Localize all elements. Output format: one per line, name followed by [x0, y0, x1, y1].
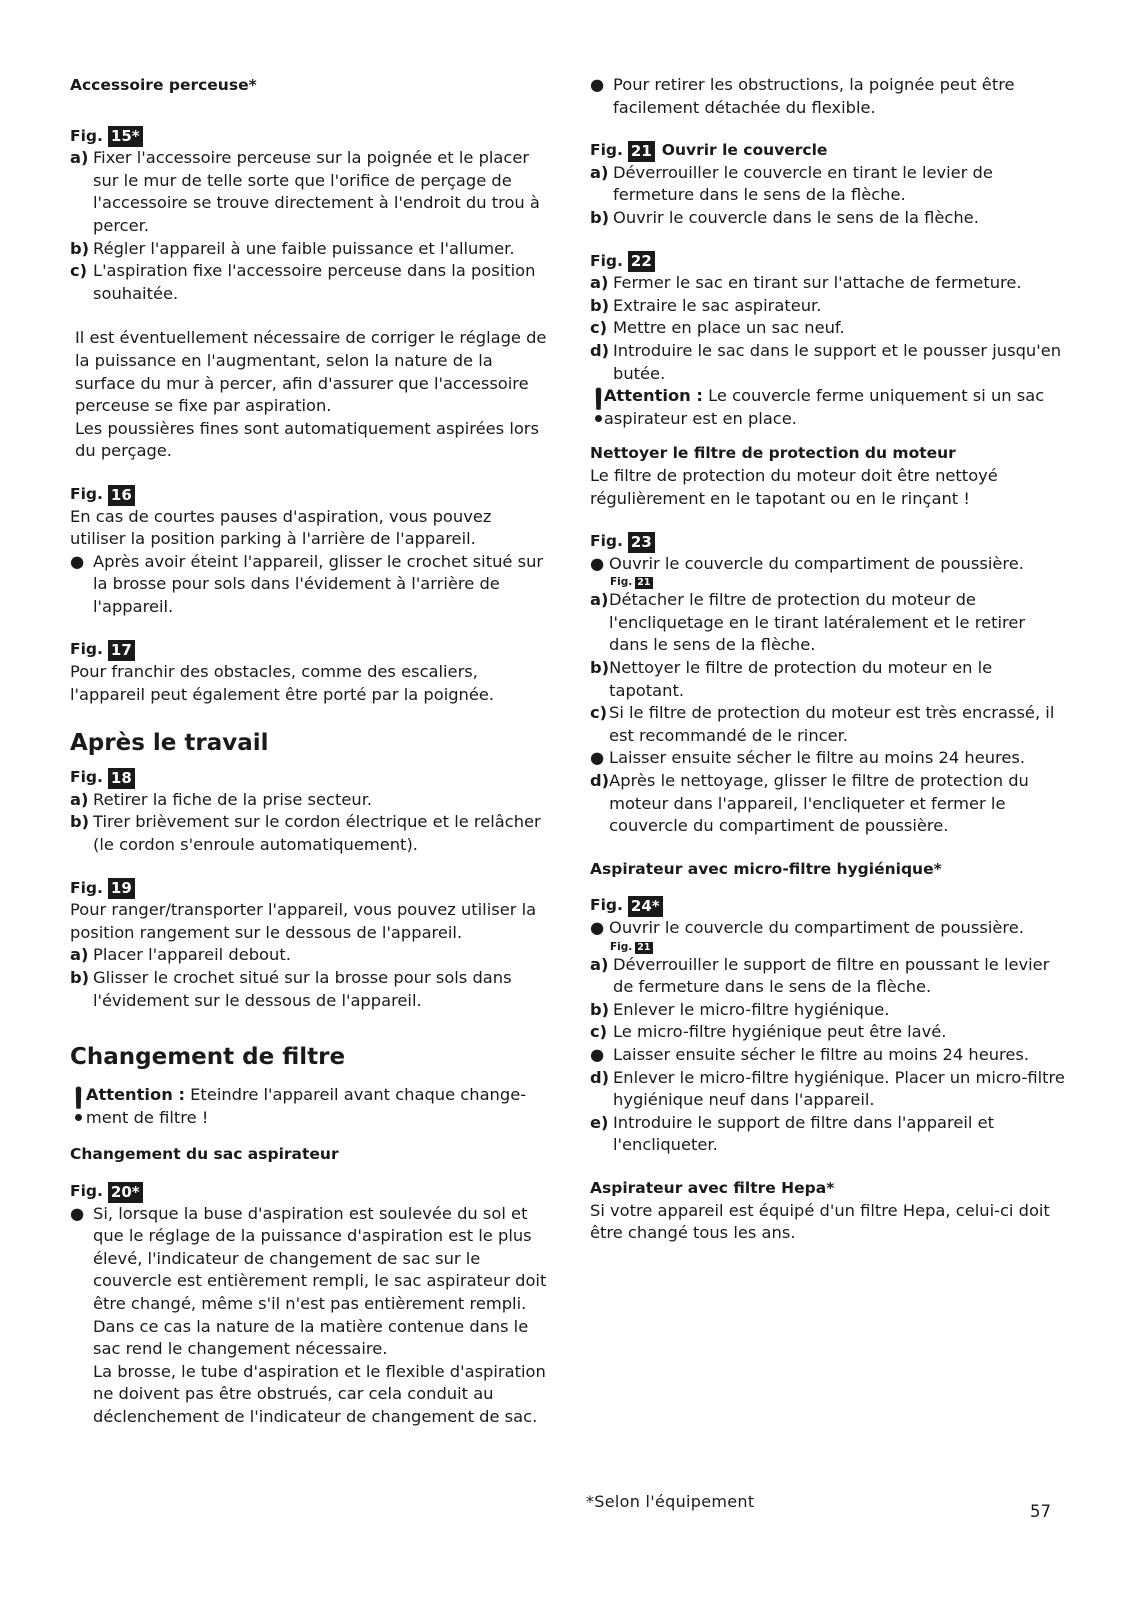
- step-text: Régler l'appareil à une faible puissance et l'allumer.: [93, 238, 515, 258]
- step-text: L'aspiration fixe l'accessoire perceuse dans la position souhaitée.: [93, 261, 536, 303]
- fig-text: Fig.: [70, 640, 103, 659]
- fig-19-label: [70, 877, 550, 900]
- fig-15-steps: [70, 147, 550, 305]
- step-text: Introduire le support de filtre dans l'appareil et l'encliqueter.: [613, 1112, 995, 1155]
- list-item: [70, 967, 550, 1012]
- bullet-icon: ●: [590, 75, 605, 94]
- list-item: [70, 944, 550, 967]
- fig-text: Fig.: [610, 576, 633, 589]
- attention-label: Attention :: [603, 386, 703, 406]
- fig-19-number: 19: [108, 878, 135, 899]
- bullet-text: Laisser ensuite sécher le filtre au moins 24 heures.: [609, 748, 1026, 768]
- fig-15-number: 15*: [108, 126, 143, 147]
- step-label: d): [590, 340, 610, 360]
- perceuse-heading: Accessoire perceuse*: [70, 76, 257, 94]
- step-label: c): [70, 261, 88, 281]
- list-item: [590, 1067, 1068, 1112]
- list-item: [70, 238, 550, 261]
- bullet-text: Pour retirer les obstructions, la poignée peut être facilement détachée du flexible.: [613, 75, 1015, 117]
- fig-text: Fig.: [70, 126, 103, 145]
- step-label: b): [70, 238, 90, 258]
- step-text: Fixer l'accessoire perceuse sur la poignée et le placer sur le mur de telle sorte que l'orifice de perçage de l'accessoire se trouve directement à l'endroit du trou à percer.: [93, 148, 540, 235]
- fig-17-label: [70, 638, 550, 661]
- bullet-icon: ●: [70, 1203, 85, 1223]
- list-item: [590, 999, 1068, 1022]
- list-item: [590, 702, 1068, 747]
- bullet-text-cont: La brosse, le tube d'aspiration et le flexible d'aspiration ne doivent pas être obstrués, car cela conduit au déclenchement de l'indicateur de changement de sac.: [93, 1361, 546, 1426]
- list-item: [590, 770, 1068, 838]
- apres-heading: Après le travail: [70, 730, 269, 757]
- changement-heading: Changement de filtre: [70, 1044, 346, 1071]
- moteur-text: Le filtre de protection du moteur doit être nettoyé régulièrement en le tapotant ou en le rinçant !: [590, 465, 998, 508]
- step-text: Tirer brièvement sur le cordon électrique et le relâcher (le cordon s'enroule automatiquement).: [93, 812, 541, 855]
- fig-17-number: 17: [108, 640, 135, 661]
- step-text: Déverrouiller le couvercle en tirant le levier de fermeture dans le sens de la flèche.: [613, 162, 993, 205]
- sac-heading: Changement du sac aspirateur: [70, 1145, 339, 1164]
- fig-text: Fig.: [590, 532, 623, 551]
- step-label: a): [70, 789, 89, 809]
- fig-18-label: [70, 766, 550, 789]
- list-item: [590, 207, 1068, 230]
- fig-15-label: [70, 125, 550, 148]
- step-label: b): [590, 999, 610, 1019]
- attention-body: Le couvercle ferme uniquement si un sac aspirateur est en place.: [603, 386, 1045, 428]
- attention-body: Eteindre l'appareil avant chaque changement de filtre !: [85, 1085, 527, 1127]
- list-item: [590, 589, 1068, 657]
- step-label: c): [590, 318, 608, 338]
- list-item: [590, 917, 1068, 940]
- list-item: [590, 272, 1068, 295]
- warning-icon: [70, 1084, 86, 1128]
- bullet-icon: ●: [590, 918, 605, 937]
- list-item: [590, 295, 1068, 318]
- fig-16-text: En cas de courtes pauses d'aspiration, vous pouvez utiliser la position parking à l'arrière de l'appareil.: [70, 506, 492, 549]
- step-text: Extraire le sac aspirateur.: [613, 295, 822, 315]
- step-text: Fermer le sac en tirant sur l'attache de fermeture.: [613, 273, 1022, 293]
- step-text: Retirer la fiche de la prise secteur.: [93, 789, 373, 809]
- fig-22-number: 22: [628, 251, 655, 272]
- bullet-icon: ●: [590, 1044, 605, 1064]
- fig-18-number: 18: [108, 768, 135, 789]
- step-label: b): [590, 207, 610, 227]
- list-item: [590, 747, 1068, 770]
- list-item: [590, 1112, 1068, 1157]
- list-item: [590, 317, 1068, 340]
- list-item: [70, 1203, 550, 1429]
- hepa-text: Si votre appareil est équipé d'un filtre Hepa, celui-ci doit être changé tous les ans.: [590, 1200, 1050, 1243]
- fig-text: Fig.: [590, 896, 623, 915]
- bullet-text-main: Si, lorsque la buse d'aspiration est soulevée du sol et que le réglage de la puissance d'aspiration est le plus élevé, l'indicateur de changement de sac sur le couvercle est entièrement rempli, le sac aspirateur doit être changé, même s'il n'est pas entièrement rempli. Dans ce cas la nature de la matière contenue dans le sac rend le changement nécessaire.: [93, 1203, 547, 1359]
- list-item: [590, 340, 1068, 385]
- step-text: Ouvrir le couvercle dans le sens de la flèche.: [613, 207, 979, 227]
- fig-21-label: [590, 139, 1068, 162]
- fig-17-text: Pour franchir des obstacles, comme des escaliers, l'appareil peut également être porté par la poignée.: [70, 662, 495, 704]
- step-label: b): [590, 295, 610, 315]
- step-text: Enlever le micro-filtre hygiénique. Placer un micro-filtre hygiénique neuf dans l'appareil.: [613, 1067, 1065, 1110]
- list-item: [70, 789, 550, 812]
- fig-21-number: 21: [628, 141, 655, 162]
- attention-note: [70, 1084, 550, 1129]
- hepa-heading: Aspirateur avec filtre Hepa*: [590, 1178, 835, 1197]
- step-label: a): [590, 273, 609, 293]
- attention-text: [604, 385, 1068, 430]
- fig-20-number: 20*: [108, 1182, 143, 1203]
- step-label: a): [70, 148, 89, 168]
- step-label: b): [590, 658, 610, 678]
- step-label: d): [590, 1067, 610, 1087]
- attention-note: [590, 385, 1068, 430]
- step-label: b): [70, 968, 90, 987]
- fig-text: Fig.: [70, 768, 103, 787]
- fig-21-title: Ouvrir le couvercle: [661, 141, 828, 160]
- list-item: [70, 551, 550, 619]
- step-text: Mettre en place un sac neuf.: [613, 318, 845, 338]
- fig-16-label: [70, 483, 550, 506]
- page-number: 57: [1030, 1502, 1051, 1521]
- fig-text: Fig.: [70, 878, 103, 897]
- attention-text: [86, 1084, 550, 1129]
- bullet-text: Après avoir éteint l'appareil, glisser le crochet situé sur la brosse pour sols dans l'évidement à l'arrière de l'appareil.: [93, 551, 544, 616]
- list-item: [590, 1021, 1068, 1044]
- fig-text: Fig.: [70, 484, 103, 503]
- step-text: Nettoyer le filtre de protection du moteur en le tapotant.: [609, 658, 993, 700]
- fig-22-label: [590, 250, 1068, 273]
- step-label: c): [590, 703, 608, 723]
- micro-heading: Aspirateur avec micro-filtre hygiénique*: [590, 859, 942, 878]
- step-text: Glisser le crochet situé sur la brosse pour sols dans l'évidement sur le dessous de l'appareil.: [93, 968, 512, 1010]
- step-text: Après le nettoyage, glisser le filtre de protection du moteur dans l'appareil, l'encliqueter et fermer le couvercle du compartiment de poussière.: [609, 771, 1029, 836]
- step-text: Détacher le filtre de protection du moteur de l'encliquetage en le tirant latéralement et le retirer dans le sens de la flèche.: [609, 590, 1026, 655]
- right-column: [590, 74, 1068, 1245]
- bullet-text: Ouvrir le couvercle du compartiment de poussière.: [609, 553, 1024, 573]
- fig-19-text: Pour ranger/transporter l'appareil, vous pouvez utiliser la position rangement sur le dessous de l'appareil.: [70, 900, 537, 942]
- fig-20-label: [70, 1180, 550, 1203]
- bullet-icon: ●: [590, 553, 605, 573]
- moteur-heading: Nettoyer le filtre de protection du moteur: [590, 444, 956, 463]
- bullet-text: [93, 1203, 550, 1429]
- step-label: a): [70, 945, 89, 965]
- step-text: Introduire le sac dans le support et le pousser jusqu'en butée.: [613, 340, 1062, 383]
- step-label: a): [590, 590, 609, 610]
- step-text: Déverrouiller le support de filtre en poussant le levier de fermeture dans le sens de la flèche.: [613, 954, 1050, 997]
- fig-23-label: [590, 530, 1068, 553]
- fig-text: Fig.: [590, 141, 623, 160]
- fig-24-label: [590, 894, 1068, 917]
- bullet-text: Laisser ensuite sécher le filtre au moins 24 heures.: [613, 1044, 1030, 1064]
- step-label: c): [590, 1022, 608, 1042]
- bullet-icon: ●: [590, 748, 605, 768]
- list-item: [590, 1044, 1068, 1067]
- list-item: [590, 162, 1068, 207]
- footnote: *Selon l'équipement: [586, 1492, 755, 1511]
- step-text: Si le filtre de protection du moteur est très encrassé, il est recommandé de le rincer.: [609, 703, 1055, 745]
- warning-icon: [590, 385, 604, 429]
- fig-23-number: 23: [628, 532, 655, 553]
- list-item: [70, 260, 550, 305]
- bullet-text: Ouvrir le couvercle du compartiment de poussière.: [609, 918, 1024, 937]
- list-item: [590, 954, 1068, 999]
- step-text: Placer l'appareil debout.: [93, 945, 291, 965]
- fig-ref-number: 21: [637, 577, 651, 589]
- step-label: e): [590, 1112, 609, 1132]
- fig-21-ref: [610, 575, 1068, 589]
- step-text: Le micro-filtre hygiénique peut être lavé.: [613, 1022, 947, 1042]
- fig-text: Fig.: [590, 251, 623, 270]
- list-item: [590, 657, 1068, 702]
- step-label: a): [590, 162, 609, 182]
- perceuse-note-1: Il est éventuellement nécessaire de corriger le réglage de la puissance en l'augmentant, selon la nature de la surface du mur à percer, afin d'assurer que l'accessoire perceuse se fixe par aspiration.: [75, 328, 547, 416]
- list-item: [70, 811, 550, 856]
- attention-label: Attention :: [85, 1085, 185, 1105]
- list-item: [590, 553, 1068, 576]
- step-label: b): [70, 812, 90, 832]
- list-item: [70, 147, 550, 237]
- fig-16-number: 16: [108, 485, 135, 506]
- fig-ref-number: 21: [637, 941, 651, 953]
- perceuse-note-2: Les poussières fines sont automatiquement aspirées lors du perçage.: [75, 418, 539, 461]
- fig-text: Fig.: [610, 940, 633, 953]
- fig-24-number: 24*: [628, 896, 663, 917]
- list-item: [590, 74, 1068, 119]
- fig-text: Fig.: [70, 1181, 103, 1200]
- step-text: Enlever le micro-filtre hygiénique.: [613, 999, 890, 1019]
- bullet-icon: ●: [70, 551, 85, 571]
- fig-21-ref: [610, 940, 1068, 954]
- step-label: d): [590, 771, 610, 791]
- left-column: [70, 74, 550, 1429]
- step-label: a): [590, 954, 609, 974]
